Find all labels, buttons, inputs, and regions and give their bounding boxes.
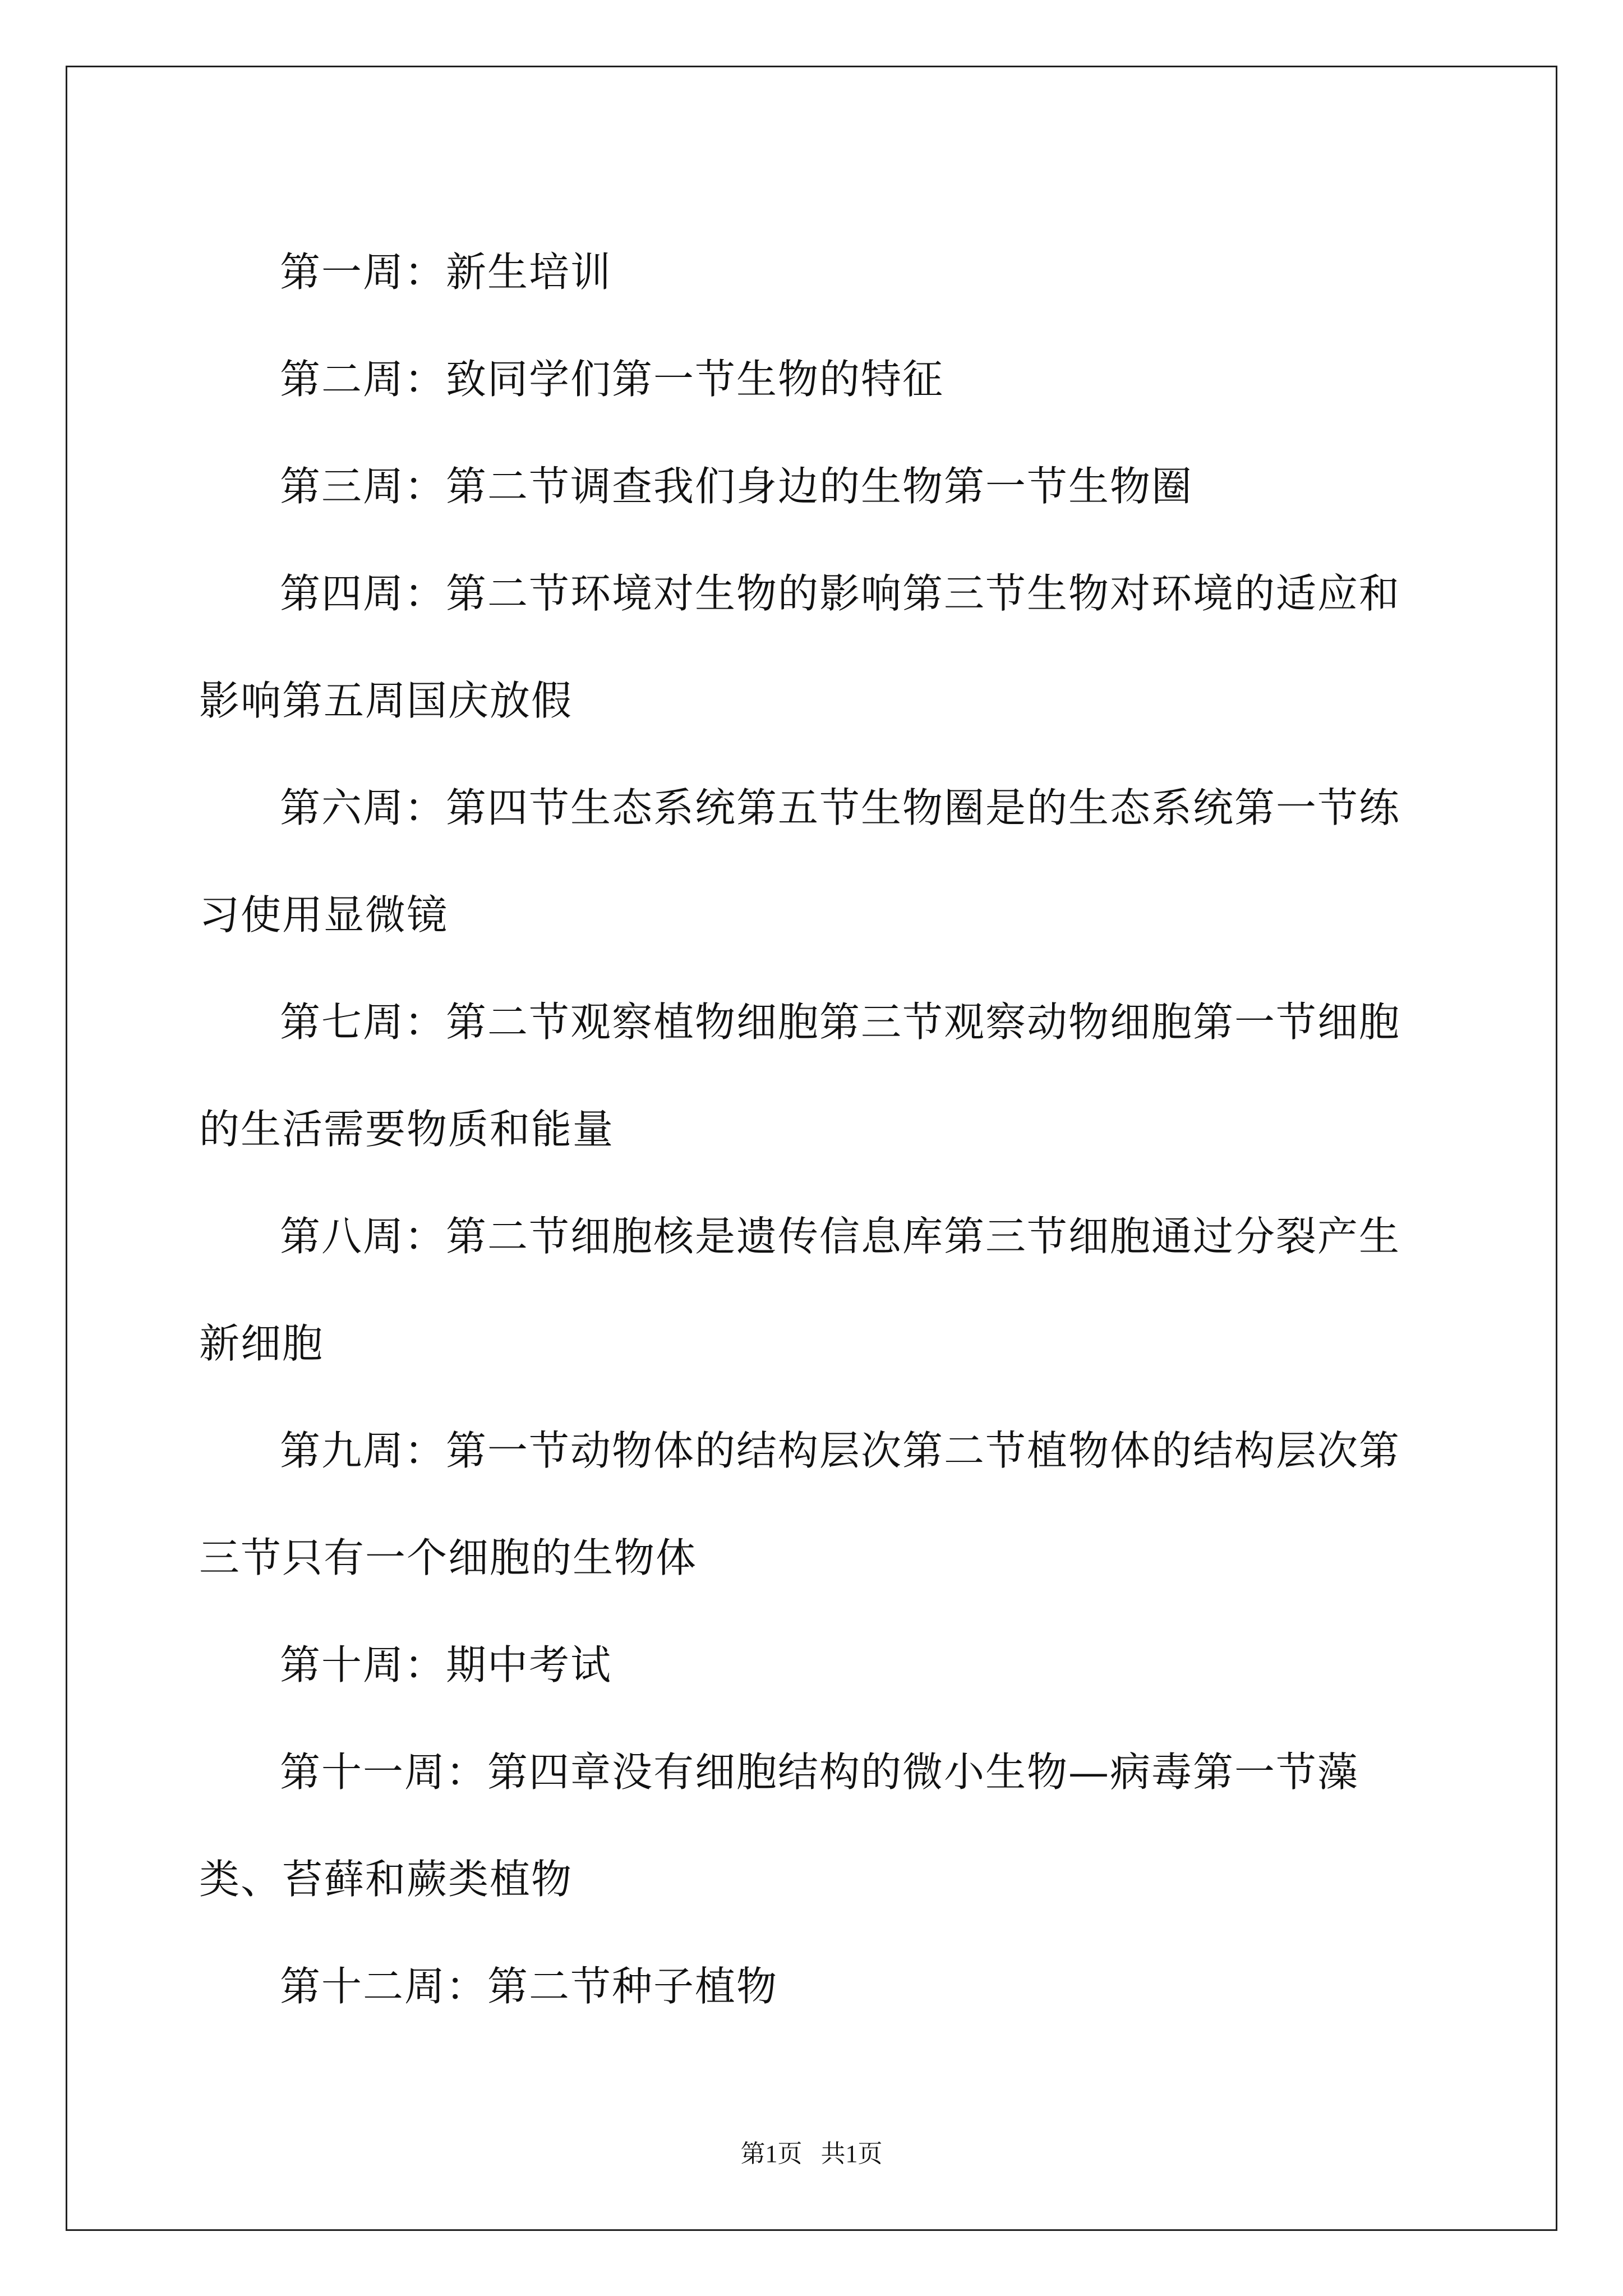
page-number: 第1页 (740, 2140, 803, 2168)
document-body (199, 219, 1427, 2040)
paragraph-week-9: 第九周：第一节动物体的结构层次第二节植物体的结构层次第三节只有一个细胞的生物体 (199, 1427, 1401, 1581)
paragraph-week-12: 第十二周：第二节种子植物 (280, 1963, 778, 2010)
paragraph-week-4: 第四周：第二节环境对生物的影响第三节生物对环境的适应和影响第五周国庆放假 (199, 570, 1401, 724)
page-footer (0, 2137, 1623, 2171)
paragraph-week-2: 第二周：致同学们第一节生物的特征 (280, 356, 944, 403)
paragraph-week-7: 第七周：第二节观察植物细胞第三节观察动物细胞第一节细胞的生活需要物质和能量 (199, 999, 1401, 1153)
paragraph-week-6: 第六周：第四节生态系统第五节生物圈是的生态系统第一节练习使用显微镜 (199, 784, 1401, 938)
paragraph-week-1: 第一周：新生培训 (280, 249, 612, 296)
paragraph-week-11: 第十一周：第四章没有细胞结构的微小生物—病毒第一节藻类、苔藓和蕨类植物 (199, 1749, 1359, 1903)
page-total: 共1页 (820, 2140, 883, 2168)
paragraph-week-10: 第十周：期中考试 (280, 1641, 612, 1688)
paragraph-week-3: 第三周：第二节调查我们身边的生物第一节生物圈 (280, 463, 1193, 510)
paragraph-week-8: 第八周：第二节细胞核是遗传信息库第三节细胞通过分裂产生新细胞 (199, 1213, 1401, 1367)
